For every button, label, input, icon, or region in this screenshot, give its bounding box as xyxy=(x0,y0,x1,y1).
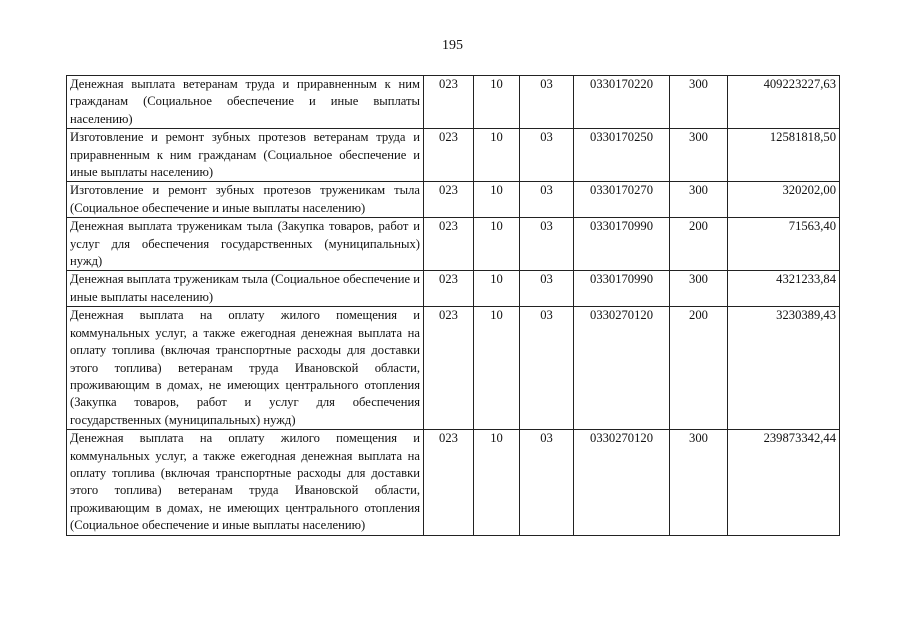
row-description: Изготовление и ремонт зубных протезов труженикам тыла (Социальное обеспечение и иные выплаты населению) xyxy=(67,182,424,218)
row-subsection-code: 03 xyxy=(520,271,574,307)
row-ministry-code: 023 xyxy=(424,76,474,129)
row-expense-type: 300 xyxy=(670,430,728,535)
row-amount: 12581818,50 xyxy=(728,129,840,182)
row-expense-type: 300 xyxy=(670,182,728,218)
row-expense-type: 300 xyxy=(670,129,728,182)
row-ministry-code: 023 xyxy=(424,430,474,535)
row-subsection-code: 03 xyxy=(520,129,574,182)
row-ministry-code: 023 xyxy=(424,218,474,271)
row-section-code: 10 xyxy=(474,129,520,182)
row-amount: 239873342,44 xyxy=(728,430,840,535)
row-amount: 320202,00 xyxy=(728,182,840,218)
row-section-code: 10 xyxy=(474,430,520,535)
row-description: Изготовление и ремонт зубных протезов ветеранам труда и приравненным к ним гражданам (Социальное обеспечение и иные выплаты населению) xyxy=(67,129,424,182)
row-amount: 4321233,84 xyxy=(728,271,840,307)
table-row xyxy=(67,430,840,535)
row-section-code: 10 xyxy=(474,218,520,271)
row-target-article: 0330170270 xyxy=(574,182,670,218)
row-section-code: 10 xyxy=(474,271,520,307)
row-description: Денежная выплата на оплату жилого помещения и коммунальных услуг, а также ежегодная денежная выплата на оплату топлива (включая транспортные расходы для доставки этого топлива) ветеранам труда Ивановской области, проживающим в домах, не имеющих центрального отопления (Социальное обеспечение и иные выплаты населению) xyxy=(67,430,424,535)
row-subsection-code: 03 xyxy=(520,430,574,535)
row-target-article: 0330170250 xyxy=(574,129,670,182)
row-description: Денежная выплата на оплату жилого помещения и коммунальных услуг, а также ежегодная денежная выплата на оплату топлива (включая транспортные расходы для доставки этого топлива) ветеранам труда Ивановской области, проживающим в домах, не имеющих центрального отопления (Закупка товаров, работ и услуг для обеспечения государственных (муниципальных) нужд) xyxy=(67,307,424,430)
row-ministry-code: 023 xyxy=(424,307,474,430)
row-description: Денежная выплата труженикам тыла (Социальное обеспечение и иные выплаты населению) xyxy=(67,271,424,307)
table-row xyxy=(67,271,840,307)
row-description: Денежная выплата труженикам тыла (Закупка товаров, работ и услуг для обеспечения государственных (муниципальных) нужд) xyxy=(67,218,424,271)
row-expense-type: 300 xyxy=(670,271,728,307)
row-amount: 3230389,43 xyxy=(728,307,840,430)
row-ministry-code: 023 xyxy=(424,129,474,182)
row-ministry-code: 023 xyxy=(424,182,474,218)
row-ministry-code: 023 xyxy=(424,271,474,307)
row-target-article: 0330170220 xyxy=(574,76,670,129)
row-expense-type: 200 xyxy=(670,218,728,271)
table-row xyxy=(67,218,840,271)
row-amount: 71563,40 xyxy=(728,218,840,271)
row-description: Денежная выплата ветеранам труда и приравненным к ним гражданам (Социальное обеспечение и иные выплаты населению) xyxy=(67,76,424,129)
row-target-article: 0330270120 xyxy=(574,430,670,535)
table-row xyxy=(67,129,840,182)
page-number: 195 xyxy=(442,38,463,53)
row-expense-type: 200 xyxy=(670,307,728,430)
table-row xyxy=(67,76,840,129)
budget-table-body xyxy=(67,76,840,536)
row-subsection-code: 03 xyxy=(520,182,574,218)
row-section-code: 10 xyxy=(474,76,520,129)
row-target-article: 0330170990 xyxy=(574,271,670,307)
row-subsection-code: 03 xyxy=(520,307,574,430)
row-subsection-code: 03 xyxy=(520,218,574,271)
table-row xyxy=(67,307,840,430)
row-subsection-code: 03 xyxy=(520,76,574,129)
row-expense-type: 300 xyxy=(670,76,728,129)
row-section-code: 10 xyxy=(474,182,520,218)
row-target-article: 0330170990 xyxy=(574,218,670,271)
row-section-code: 10 xyxy=(474,307,520,430)
budget-table xyxy=(66,75,840,536)
table-row xyxy=(67,182,840,218)
row-amount: 409223227,63 xyxy=(728,76,840,129)
row-target-article: 0330270120 xyxy=(574,307,670,430)
